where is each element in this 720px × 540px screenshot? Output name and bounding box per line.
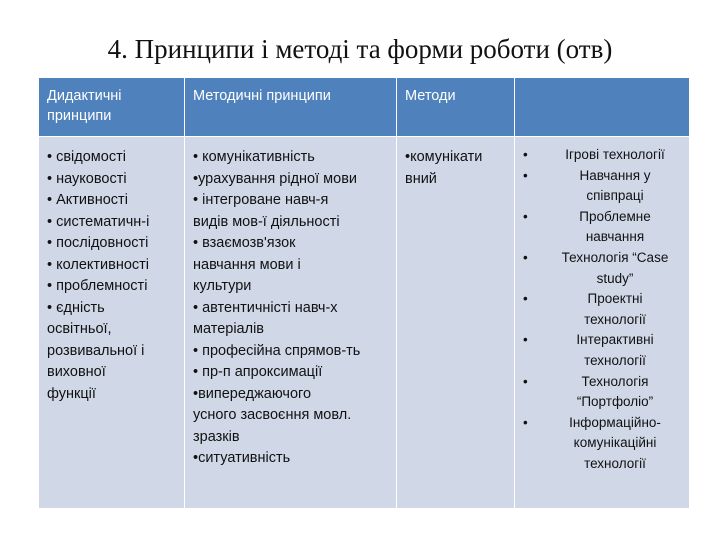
technologies-cell xyxy=(515,137,690,509)
technology-item-line: технології xyxy=(584,455,646,471)
didactic-principles-cell xyxy=(39,137,185,509)
bullet-icon: • xyxy=(523,332,528,348)
methodical-principle-line: • інтегроване навч-я xyxy=(193,192,329,208)
methodical-principle-line: видів мов-ї діяльності xyxy=(193,213,340,230)
header-methodical-principles xyxy=(185,78,397,137)
technology-item-line: Проектні xyxy=(587,291,643,307)
technology-item-line: Ігрові технології xyxy=(565,147,665,162)
header-line: принципи xyxy=(47,108,112,124)
methodical-principle-line: •урахування рідної мови xyxy=(193,170,358,187)
technology-item-line: Технологія xyxy=(581,373,649,389)
didactic-principle-line: • систематичн-і xyxy=(47,213,150,230)
technology-item xyxy=(517,145,685,166)
technology-item-line: співпраці xyxy=(586,188,644,204)
technology-item-line: Інформаційно- xyxy=(569,414,661,430)
methodical-principles-cell xyxy=(185,137,397,509)
methodical-principle-line: • автентичністі навч-х xyxy=(193,299,338,316)
technology-item-line: технології xyxy=(584,352,646,368)
didactic-principle-line: розвивальної і xyxy=(47,342,145,359)
bullet-icon: • xyxy=(523,147,528,162)
methodical-principle-line: навчання мови і xyxy=(193,256,301,273)
header-row xyxy=(39,78,690,137)
header-empty xyxy=(515,78,690,137)
technology-item xyxy=(517,289,685,330)
methodical-principle-line: •ситуативність xyxy=(193,450,291,466)
bullet-icon: • xyxy=(523,208,528,224)
technology-item-line: Навчання у xyxy=(579,167,651,183)
technology-item xyxy=(517,166,685,207)
header-line: Методи xyxy=(405,88,456,104)
technology-item-line: комунікаційні xyxy=(573,435,657,451)
technology-item xyxy=(517,207,685,248)
didactic-principle-line: освітньої, xyxy=(47,321,112,337)
methodical-principle-line: • взаємозв'язок xyxy=(193,235,296,251)
slide-title: 4. Принципи і методі та форми роботи (отв) xyxy=(107,34,613,64)
technology-item-line: “Портфоліо” xyxy=(576,394,654,410)
didactic-principle-line: • свідомості xyxy=(47,149,126,165)
methods-cell xyxy=(397,137,515,509)
header-line: Дидактичні xyxy=(47,88,122,104)
technology-item xyxy=(517,248,685,289)
didactic-principle-line: • проблемності xyxy=(47,278,148,294)
technology-item-line: study” xyxy=(596,270,634,286)
methodical-principle-line: • професійна спрямов-ть xyxy=(193,342,361,359)
methodical-principle-line: матеріалів xyxy=(193,321,264,337)
didactic-principle-line: • колективності xyxy=(47,256,150,273)
bullet-icon: • xyxy=(523,373,528,389)
method-line: вний xyxy=(405,170,437,187)
bullet-icon: • xyxy=(523,414,528,430)
didactic-principle-line: • науковості xyxy=(47,170,127,187)
principles-table xyxy=(38,77,690,509)
methodical-principle-line: усного засвоєння мовл. xyxy=(193,407,352,423)
didactic-principle-line: виховної xyxy=(47,364,106,380)
didactic-principle-line: функції xyxy=(47,385,96,402)
technology-item-line: Технологія “Case xyxy=(561,249,669,265)
header-line: Методичні принципи xyxy=(193,88,331,104)
header-didactic-principles xyxy=(39,78,185,137)
methodical-principle-line: •випереджаючого xyxy=(193,385,312,402)
didactic-principle-line: • Активності xyxy=(47,192,128,208)
bullet-icon: • xyxy=(523,291,528,307)
bullet-icon: • xyxy=(523,249,528,265)
technology-item-line: технології xyxy=(584,311,646,327)
methodical-principle-line: • пр-п апроксимації xyxy=(193,364,323,380)
methodical-principle-line: культури xyxy=(193,278,252,294)
technology-item-line: Інтерактивні xyxy=(576,332,654,348)
technology-item xyxy=(517,413,685,475)
technology-item-line: Проблемне xyxy=(579,208,651,224)
content-row xyxy=(39,137,690,509)
technology-item xyxy=(517,372,685,413)
technology-item-line: навчання xyxy=(585,229,645,245)
method-line: •комунікати xyxy=(405,149,483,165)
didactic-principle-line: • єдність xyxy=(47,299,105,316)
didactic-principle-line: • послідовності xyxy=(47,235,149,251)
header-methods xyxy=(397,78,515,137)
methodical-principle-line: • комунікативність xyxy=(193,149,315,165)
methodical-principle-line: зразків xyxy=(193,428,240,445)
bullet-icon: • xyxy=(523,167,528,183)
technologies-list xyxy=(517,145,685,475)
technology-item xyxy=(517,330,685,371)
